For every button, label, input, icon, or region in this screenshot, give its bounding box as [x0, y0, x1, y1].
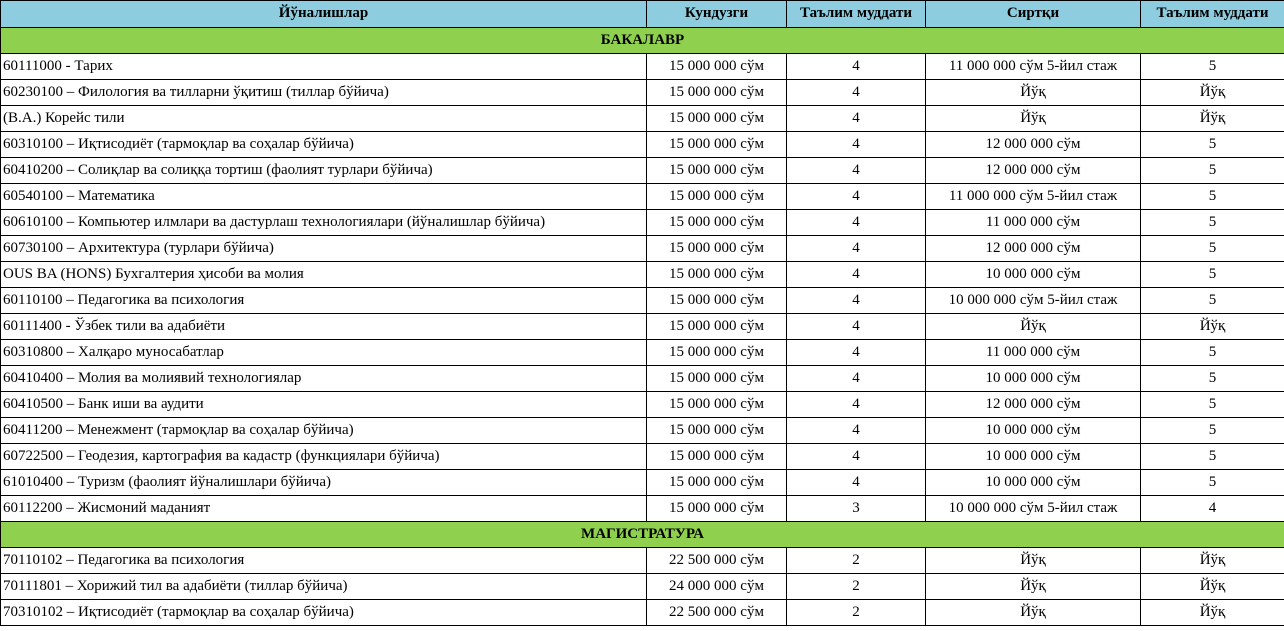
extramural-price-cell: Йўқ: [926, 574, 1141, 600]
specialty-cell: 60310100 – Иқтисодиёт (тармоқлар ва соҳалар бўйича): [1, 132, 647, 158]
extramural-duration-cell: 5: [1141, 366, 1284, 392]
header-daytime: Кундузги: [647, 1, 787, 28]
extramural-price-cell: 11 000 000 сўм 5-йил стаж: [926, 54, 1141, 80]
table-row: [1, 366, 1284, 392]
extramural-price-cell: 10 000 000 сўм: [926, 418, 1141, 444]
daytime-price-cell: 15 000 000 сўм: [647, 132, 787, 158]
section-row: [1, 28, 1284, 54]
header-extramural: Сиртқи: [926, 1, 1141, 28]
daytime-duration-cell: 4: [787, 210, 926, 236]
extramural-duration-cell: 5: [1141, 184, 1284, 210]
extramural-duration-cell: Йўқ: [1141, 314, 1284, 340]
daytime-duration-cell: 4: [787, 80, 926, 106]
extramural-duration-cell: Йўқ: [1141, 600, 1284, 626]
extramural-price-cell: 10 000 000 сўм: [926, 366, 1141, 392]
header-extramural-duration: Таълим муддати: [1141, 1, 1284, 28]
extramural-duration-cell: 4: [1141, 496, 1284, 522]
specialty-cell: 60410200 – Солиқлар ва солиққа тортиш (фаолият турлари бўйича): [1, 158, 647, 184]
specialty-cell: 60111000 - Тарих: [1, 54, 647, 80]
extramural-duration-cell: 5: [1141, 418, 1284, 444]
extramural-price-cell: 11 000 000 сўм: [926, 210, 1141, 236]
daytime-price-cell: 15 000 000 сўм: [647, 340, 787, 366]
table-row: [1, 106, 1284, 132]
extramural-duration-cell: Йўқ: [1141, 548, 1284, 574]
extramural-price-cell: 10 000 000 сўм: [926, 444, 1141, 470]
table-row: [1, 392, 1284, 418]
daytime-price-cell: 15 000 000 сўм: [647, 210, 787, 236]
table-row: [1, 210, 1284, 236]
extramural-price-cell: Йўқ: [926, 106, 1141, 132]
table-row: [1, 80, 1284, 106]
extramural-duration-cell: 5: [1141, 444, 1284, 470]
extramural-price-cell: 10 000 000 сўм: [926, 470, 1141, 496]
specialty-cell: 61010400 – Туризм (фаолият йўналишлари бўйича): [1, 470, 647, 496]
table-row: [1, 496, 1284, 522]
specialty-cell: 60411200 – Менежмент (тармоқлар ва соҳалар бўйича): [1, 418, 647, 444]
extramural-price-cell: 11 000 000 сўм 5-йил стаж: [926, 184, 1141, 210]
extramural-duration-cell: 5: [1141, 470, 1284, 496]
table-row: [1, 158, 1284, 184]
extramural-price-cell: Йўқ: [926, 80, 1141, 106]
extramural-duration-cell: 5: [1141, 392, 1284, 418]
specialty-cell: 60410400 – Молия ва молиявий технологиялар: [1, 366, 647, 392]
daytime-duration-cell: 2: [787, 574, 926, 600]
specialty-cell: 70310102 – Иқтисодиёт (тармоқлар ва соҳалар бўйича): [1, 600, 647, 626]
table-row: [1, 418, 1284, 444]
extramural-duration-cell: 5: [1141, 236, 1284, 262]
daytime-duration-cell: 4: [787, 366, 926, 392]
extramural-price-cell: 12 000 000 сўм: [926, 158, 1141, 184]
specialty-cell: 60310800 – Халқаро муносабатлар: [1, 340, 647, 366]
extramural-duration-cell: 5: [1141, 132, 1284, 158]
specialty-cell: 60112200 – Жисмоний маданият: [1, 496, 647, 522]
table-row: [1, 288, 1284, 314]
extramural-price-cell: Йўқ: [926, 548, 1141, 574]
extramural-duration-cell: Йўқ: [1141, 106, 1284, 132]
daytime-duration-cell: 4: [787, 106, 926, 132]
specialty-cell: 60410500 – Банк иши ва аудити: [1, 392, 647, 418]
daytime-price-cell: 15 000 000 сўм: [647, 470, 787, 496]
header-daytime-duration: Таълим муддати: [787, 1, 926, 28]
daytime-price-cell: 15 000 000 сўм: [647, 314, 787, 340]
daytime-price-cell: 15 000 000 сўм: [647, 106, 787, 132]
specialty-cell: (B.A.) Корейс тили: [1, 106, 647, 132]
extramural-duration-cell: 5: [1141, 158, 1284, 184]
table-row: [1, 574, 1284, 600]
daytime-price-cell: 15 000 000 сўм: [647, 418, 787, 444]
specialty-cell: 60540100 – Математика: [1, 184, 647, 210]
section-row: [1, 522, 1284, 548]
extramural-duration-cell: Йўқ: [1141, 574, 1284, 600]
daytime-price-cell: 22 500 000 сўм: [647, 600, 787, 626]
daytime-duration-cell: 2: [787, 548, 926, 574]
extramural-price-cell: Йўқ: [926, 600, 1141, 626]
extramural-duration-cell: Йўқ: [1141, 80, 1284, 106]
table-row: [1, 54, 1284, 80]
table-row: [1, 314, 1284, 340]
extramural-duration-cell: 5: [1141, 210, 1284, 236]
header-row: [1, 1, 1284, 28]
daytime-price-cell: 15 000 000 сўм: [647, 496, 787, 522]
daytime-duration-cell: 4: [787, 54, 926, 80]
daytime-duration-cell: 4: [787, 444, 926, 470]
specialty-cell: 60610100 – Компьютер илмлари ва дастурлаш технологиялари (йўналишлар бўйича): [1, 210, 647, 236]
daytime-duration-cell: 3: [787, 496, 926, 522]
table-row: [1, 132, 1284, 158]
daytime-duration-cell: 4: [787, 132, 926, 158]
header-specialties: Йўналишлар: [1, 1, 647, 28]
daytime-price-cell: 15 000 000 сўм: [647, 444, 787, 470]
daytime-price-cell: 15 000 000 сўм: [647, 236, 787, 262]
daytime-price-cell: 15 000 000 сўм: [647, 288, 787, 314]
daytime-duration-cell: 4: [787, 158, 926, 184]
daytime-duration-cell: 4: [787, 470, 926, 496]
extramural-price-cell: 10 000 000 сўм 5-йил стаж: [926, 288, 1141, 314]
extramural-price-cell: 12 000 000 сўм: [926, 132, 1141, 158]
table-row: [1, 340, 1284, 366]
daytime-duration-cell: 4: [787, 236, 926, 262]
daytime-duration-cell: 2: [787, 600, 926, 626]
daytime-price-cell: 15 000 000 сўм: [647, 262, 787, 288]
daytime-price-cell: 15 000 000 сўм: [647, 184, 787, 210]
specialty-cell: 70110102 – Педагогика ва психология: [1, 548, 647, 574]
specialty-cell: 60230100 – Филология ва тилларни ўқитиш (тиллар бўйича): [1, 80, 647, 106]
extramural-duration-cell: 5: [1141, 288, 1284, 314]
daytime-price-cell: 15 000 000 сўм: [647, 366, 787, 392]
extramural-duration-cell: 5: [1141, 54, 1284, 80]
daytime-duration-cell: 4: [787, 184, 926, 210]
specialty-cell: 60730100 – Архитектура (турлари бўйича): [1, 236, 647, 262]
extramural-price-cell: 10 000 000 сўм: [926, 262, 1141, 288]
extramural-price-cell: Йўқ: [926, 314, 1141, 340]
section-title: БАКАЛАВР: [1, 28, 1284, 54]
extramural-duration-cell: 5: [1141, 262, 1284, 288]
daytime-duration-cell: 4: [787, 340, 926, 366]
daytime-duration-cell: 4: [787, 314, 926, 340]
table-row: [1, 548, 1284, 574]
daytime-duration-cell: 4: [787, 262, 926, 288]
daytime-price-cell: 15 000 000 сўм: [647, 392, 787, 418]
daytime-price-cell: 24 000 000 сўм: [647, 574, 787, 600]
table-row: [1, 444, 1284, 470]
daytime-duration-cell: 4: [787, 288, 926, 314]
specialty-cell: 70111801 – Хорижий тил ва адабиёти (тиллар бўйича): [1, 574, 647, 600]
extramural-price-cell: 12 000 000 сўм: [926, 236, 1141, 262]
daytime-price-cell: 15 000 000 сўм: [647, 158, 787, 184]
daytime-duration-cell: 4: [787, 392, 926, 418]
table-row: [1, 600, 1284, 626]
table-row: [1, 470, 1284, 496]
specialty-cell: 60722500 – Геодезия, картография ва кадастр (функциялари бўйича): [1, 444, 647, 470]
extramural-price-cell: 11 000 000 сўм: [926, 340, 1141, 366]
table-row: [1, 184, 1284, 210]
extramural-price-cell: 10 000 000 сўм 5-йил стаж: [926, 496, 1141, 522]
table-body: [1, 28, 1284, 626]
specialty-cell: 60110100 – Педагогика ва психология: [1, 288, 647, 314]
specialty-cell: 60111400 - Ўзбек тили ва адабиёти: [1, 314, 647, 340]
section-title: МАГИСТРАТУРА: [1, 522, 1284, 548]
daytime-price-cell: 15 000 000 сўм: [647, 80, 787, 106]
extramural-price-cell: 12 000 000 сўм: [926, 392, 1141, 418]
daytime-price-cell: 22 500 000 сўм: [647, 548, 787, 574]
extramural-duration-cell: 5: [1141, 340, 1284, 366]
specialty-cell: OUS BA (HONS) Бухгалтерия ҳисоби ва молия: [1, 262, 647, 288]
table-row: [1, 236, 1284, 262]
daytime-price-cell: 15 000 000 сўм: [647, 54, 787, 80]
daytime-duration-cell: 4: [787, 418, 926, 444]
table-row: [1, 262, 1284, 288]
